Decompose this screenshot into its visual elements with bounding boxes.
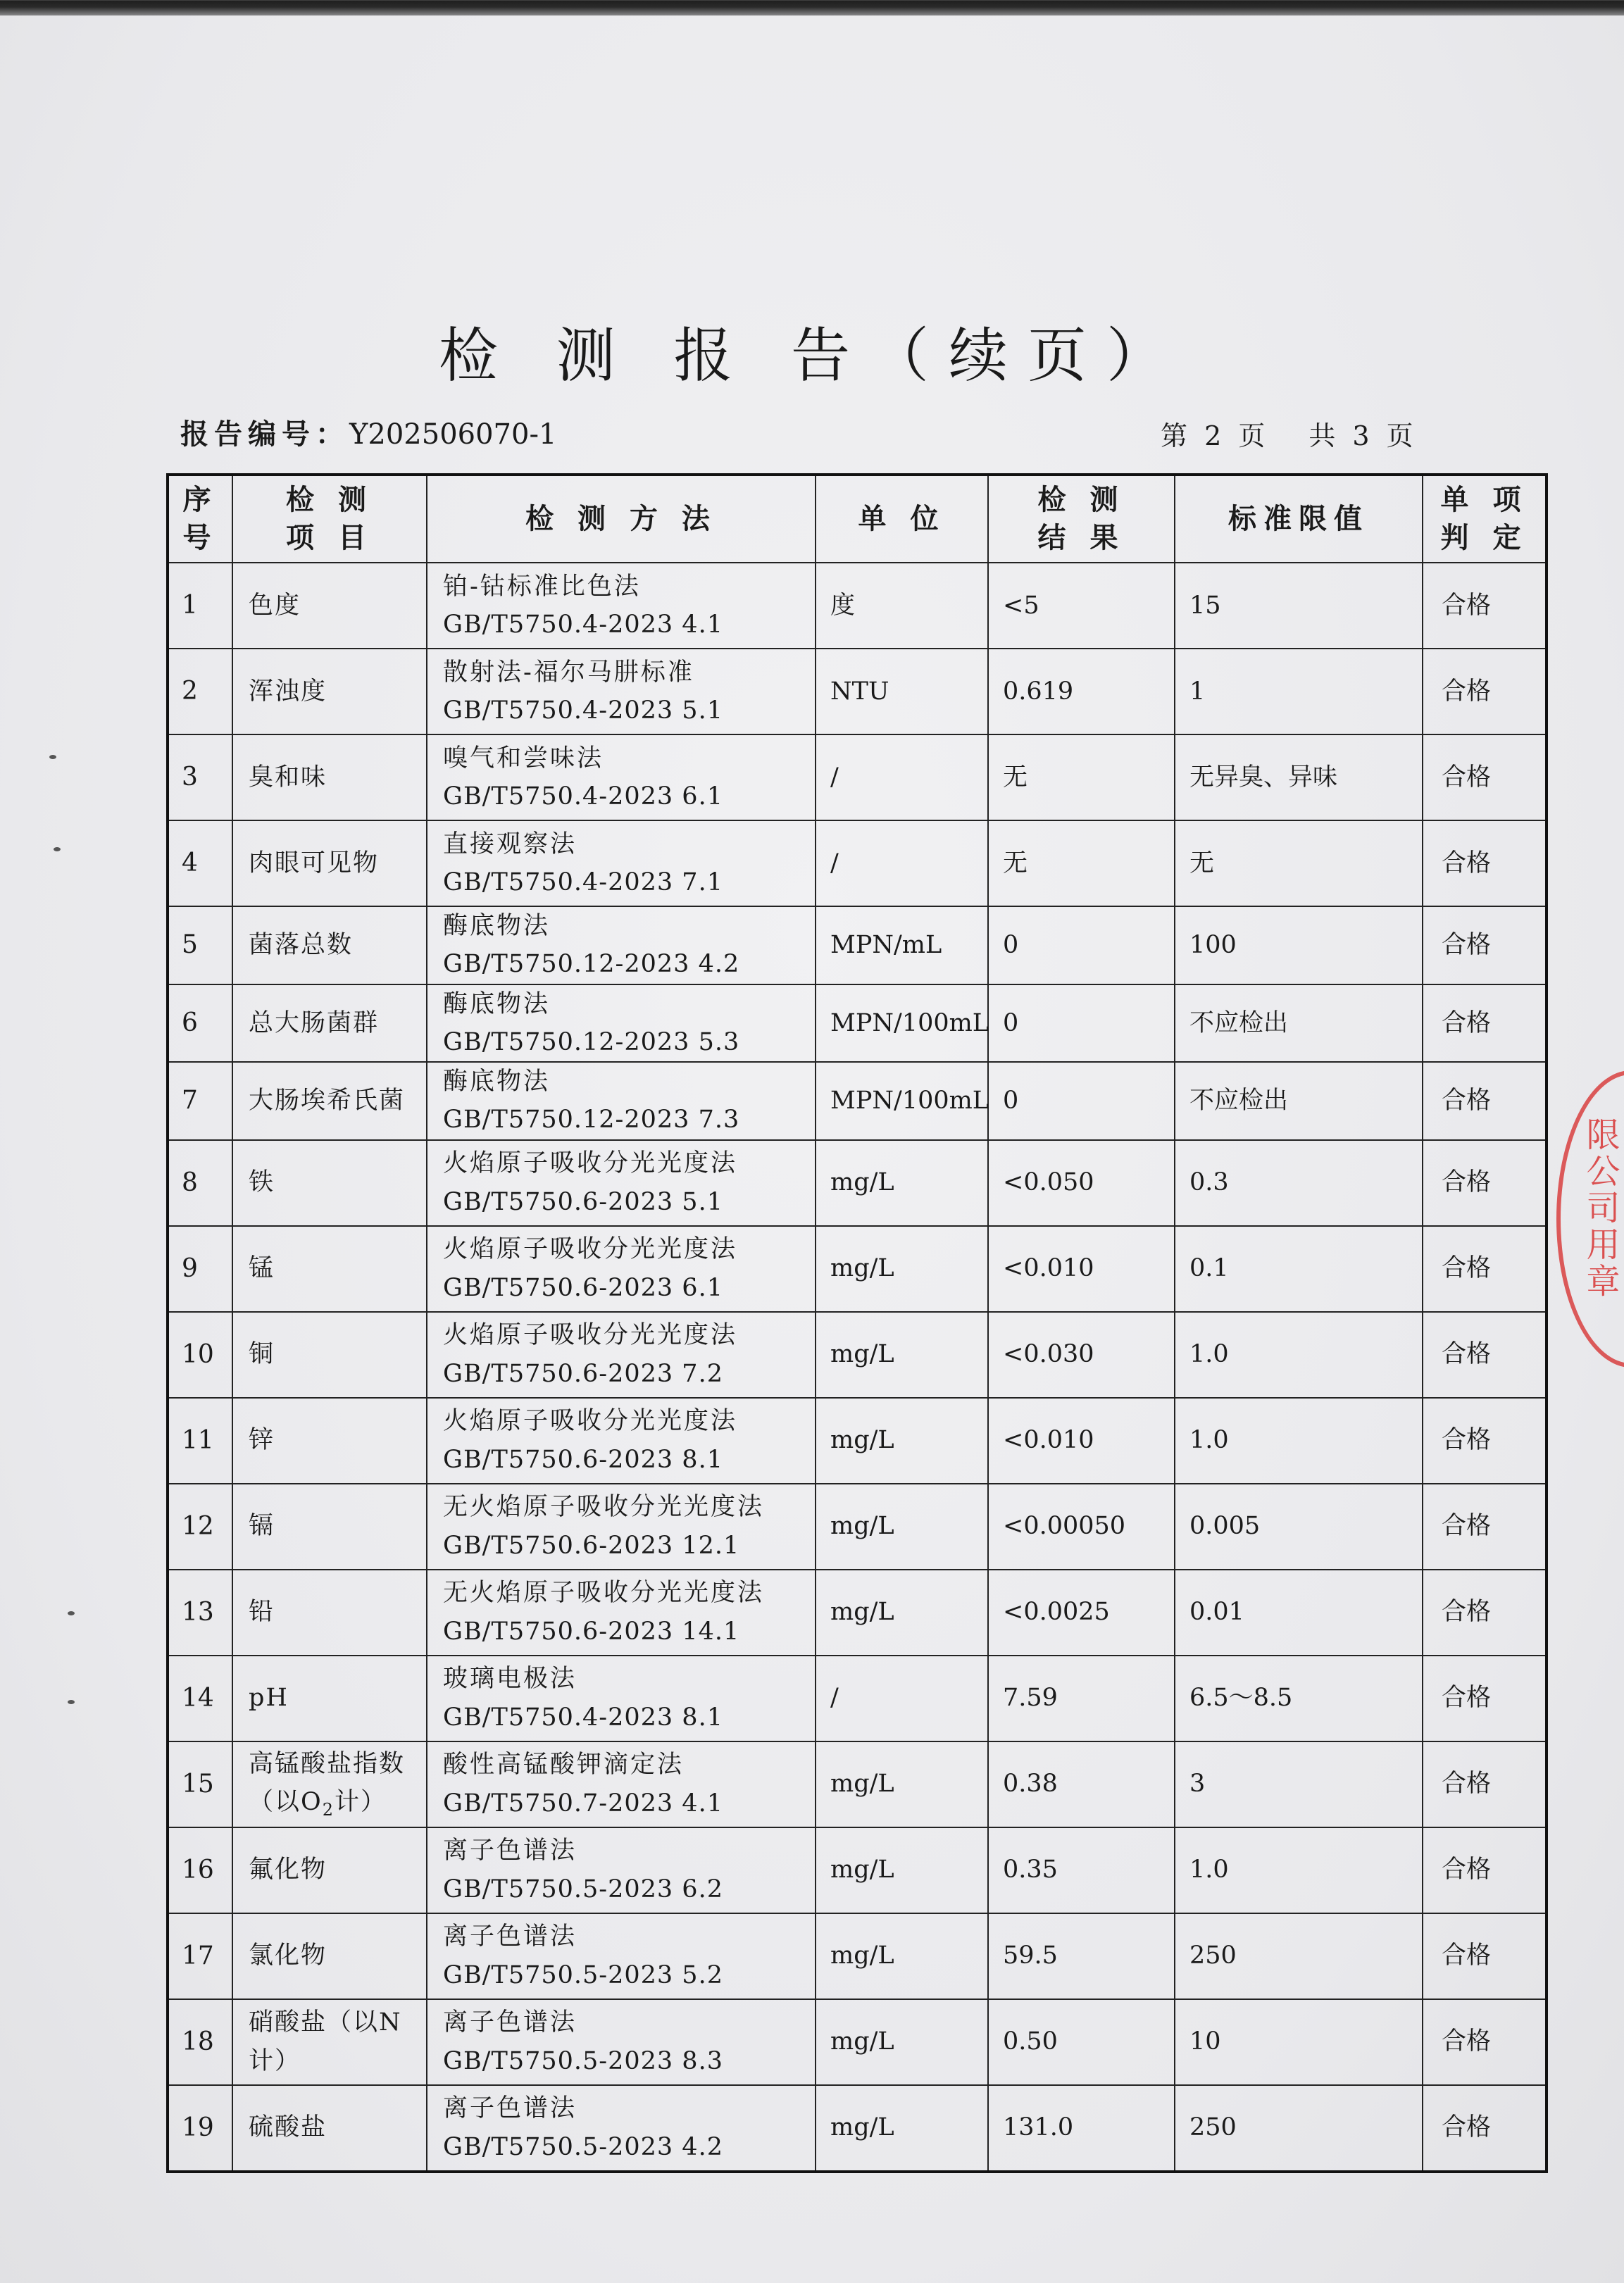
cell-result: 0 [988,1062,1175,1140]
cell-method [427,2085,816,2172]
table-row [168,734,1547,820]
method-standard: GB/T5750.6-2023 5.1 [443,1187,723,1216]
cell-unit: mg/L [816,1827,988,1913]
header-unit: 单 位 [816,475,988,563]
table-header-row [168,475,1547,563]
cell-no: 4 [168,820,232,906]
cell-method [427,1312,816,1398]
cell-method [427,1062,816,1140]
table-row [168,649,1547,734]
header-result: 检 测 结 果 [988,475,1175,563]
cell-unit: mg/L [816,1140,988,1226]
cell-no: 10 [168,1312,232,1398]
cell-unit: 度 [816,563,988,649]
cell-limit: 不应检出 [1175,1062,1423,1140]
cell-limit: 1.0 [1175,1398,1423,1484]
cell-unit: mg/L [816,1484,988,1570]
method-name: 火焰原子吸收分光光度法 [443,1149,738,1178]
cell-result: 0 [988,906,1175,984]
cell-unit: / [816,1656,988,1741]
cell-unit: MPN/mL [816,906,988,984]
cell-limit: 1 [1175,649,1423,734]
cell-unit: mg/L [816,1226,988,1312]
method-name: 铂-钴标准比色法 [443,572,641,601]
table-row [168,1140,1547,1226]
cell-limit: 1.0 [1175,1827,1423,1913]
method-standard: GB/T5750.6-2023 14.1 [443,1617,740,1646]
cell-judgement: 合格 [1423,1226,1547,1312]
cell-limit: 10 [1175,1999,1423,2085]
method-name: 酶底物法 [443,1068,551,1096]
cell-judgement: 合格 [1423,1062,1547,1140]
cell-item: 硫酸盐 [232,2085,427,2172]
cell-result: 0.35 [988,1827,1175,1913]
cell-result: 无 [988,734,1175,820]
table-row [168,1312,1547,1398]
cell-unit: mg/L [816,1312,988,1398]
cell-method [427,1999,816,2085]
cell-judgement: 合格 [1423,820,1547,906]
cell-limit: 无 [1175,820,1423,906]
cell-unit: mg/L [816,1741,988,1827]
cell-method [427,1570,816,1656]
report-number-label: 报告编号： [180,418,349,451]
table-row [168,1062,1547,1140]
cell-no: 17 [168,1913,232,1999]
cell-item: 浑浊度 [232,649,427,734]
cell-method [427,1741,816,1827]
cell-limit: 15 [1175,563,1423,649]
cell-result: 0 [988,984,1175,1063]
method-name: 无火焰原子吸收分光光度法 [443,1579,765,1608]
cell-no: 12 [168,1484,232,1570]
test-results-table [166,473,1548,2173]
method-standard: GB/T5750.12-2023 5.3 [443,1027,740,1056]
cell-item: 锌 [232,1398,427,1484]
cell-result: <0.010 [988,1398,1175,1484]
header-limit: 标准限值 [1175,475,1423,563]
method-standard: GB/T5750.6-2023 8.1 [443,1445,723,1474]
method-name: 嗅气和尝味法 [443,744,604,773]
method-name: 离子色谱法 [443,2008,577,2037]
cell-item: 铁 [232,1140,427,1226]
method-name: 直接观察法 [443,830,577,858]
method-name: 玻璃电极法 [443,1665,577,1694]
cell-limit: 6.5～8.5 [1175,1656,1423,1741]
cell-unit: / [816,820,988,906]
method-name: 酸性高锰酸钾滴定法 [443,1751,685,1780]
table-row [168,1741,1547,1827]
cell-no: 14 [168,1656,232,1741]
cell-limit: 0.01 [1175,1570,1423,1656]
method-name: 散射法-福尔马肼标准 [443,658,694,687]
cell-judgement: 合格 [1423,1827,1547,1913]
cell-method [427,649,816,734]
cell-judgement: 合格 [1423,1999,1547,2085]
cell-no: 1 [168,563,232,649]
cell-judgement: 合格 [1423,1913,1547,1999]
cell-result: 0.619 [988,649,1175,734]
cell-item: 高锰酸盐指数 （以$O_2$计） [232,1741,427,1827]
header-judgement: 单 项 判 定 [1423,475,1547,563]
cell-method [427,734,816,820]
method-name: 无火焰原子吸收分光光度法 [443,1493,765,1522]
cell-item: 铜 [232,1312,427,1398]
cell-method [427,820,816,906]
cell-limit: 1.0 [1175,1312,1423,1398]
cell-method [427,1913,816,1999]
cell-no: 7 [168,1062,232,1140]
table-row [168,1656,1547,1741]
cell-unit: MPN/100mL [816,1062,988,1140]
cell-no: 5 [168,906,232,984]
cell-no: 3 [168,734,232,820]
cell-item: 菌落总数 [232,906,427,984]
cell-item: 总大肠菌群 [232,984,427,1063]
cell-method [427,1140,816,1226]
method-standard: GB/T5750.4-2023 8.1 [443,1703,723,1732]
cell-method [427,1398,816,1484]
method-name: 火焰原子吸收分光光度法 [443,1407,738,1436]
cell-judgement: 合格 [1423,1741,1547,1827]
cell-no: 16 [168,1827,232,1913]
cell-judgement: 合格 [1423,1656,1547,1741]
cell-method [427,1827,816,1913]
table-row [168,1398,1547,1484]
cell-method [427,906,816,984]
page-title: 检 测 报 告（续页） [438,321,1186,390]
cell-no: 13 [168,1570,232,1656]
method-name: 酶底物法 [443,989,551,1018]
cell-unit: mg/L [816,1999,988,2085]
cell-method [427,563,816,649]
table-row [168,1570,1547,1656]
cell-item: 锰 [232,1226,427,1312]
cell-limit: 0.005 [1175,1484,1423,1570]
cell-limit: 0.1 [1175,1226,1423,1312]
cell-result: 0.38 [988,1741,1175,1827]
cell-limit: 不应检出 [1175,984,1423,1063]
cell-judgement: 合格 [1423,649,1547,734]
page-current: 第 2 页 [1161,420,1270,451]
header-method: 检 测 方 法 [427,475,816,563]
table-row [168,1226,1547,1312]
cell-no: 15 [168,1741,232,1827]
report-number-value: Y202506070-1 [349,418,557,451]
cell-result: 0.50 [988,1999,1175,2085]
cell-item: 臭和味 [232,734,427,820]
cell-no: 11 [168,1398,232,1484]
cell-result: <0.050 [988,1140,1175,1226]
cell-judgement: 合格 [1423,906,1547,984]
method-name: 酶底物法 [443,912,551,940]
cell-item: 氯化物 [232,1913,427,1999]
cell-method [427,984,816,1063]
method-name: 离子色谱法 [443,1922,577,1951]
cell-judgement: 合格 [1423,1398,1547,1484]
cell-judgement: 合格 [1423,1140,1547,1226]
cell-unit: NTU [816,649,988,734]
cell-judgement: 合格 [1423,1312,1547,1398]
cell-result: 59.5 [988,1913,1175,1999]
header-item: 检 测 项 目 [232,475,427,563]
cell-result: 131.0 [988,2085,1175,2172]
table-row [168,906,1547,984]
method-standard: GB/T5750.5-2023 5.2 [443,1960,723,1989]
cell-unit: mg/L [816,2085,988,2172]
seal-text: 限公司用章 [1580,1117,1620,1300]
paper-speck [68,1611,75,1615]
table-row [168,1827,1547,1913]
cell-unit: mg/L [816,1398,988,1484]
cell-no: 6 [168,984,232,1063]
cell-limit: 0.3 [1175,1140,1423,1226]
method-standard: GB/T5750.4-2023 6.1 [443,782,723,811]
method-standard: GB/T5750.6-2023 12.1 [443,1531,740,1560]
cell-result: <0.0025 [988,1570,1175,1656]
cell-no: 9 [168,1226,232,1312]
cell-no: 19 [168,2085,232,2172]
method-standard: GB/T5750.5-2023 6.2 [443,1875,723,1903]
cell-judgement: 合格 [1423,984,1547,1063]
cell-no: 18 [168,1999,232,2085]
cell-result: <0.00050 [988,1484,1175,1570]
method-standard: GB/T5750.7-2023 4.1 [443,1789,723,1818]
cell-judgement: 合格 [1423,734,1547,820]
method-name: 火焰原子吸收分光光度法 [443,1321,738,1350]
table-row [168,1913,1547,1999]
cell-item: 镉 [232,1484,427,1570]
method-standard: GB/T5750.4-2023 7.1 [443,868,723,896]
cell-result: <0.010 [988,1226,1175,1312]
method-name: 离子色谱法 [443,2094,577,2123]
method-name: 离子色谱法 [443,1837,577,1865]
cell-item: 铅 [232,1570,427,1656]
cell-method [427,1484,816,1570]
cell-limit: 100 [1175,906,1423,984]
cell-no: 2 [168,649,232,734]
method-standard: GB/T5750.4-2023 5.1 [443,696,723,725]
method-standard: GB/T5750.12-2023 7.3 [443,1106,740,1134]
header-no: 序 号 [168,475,232,563]
method-standard: GB/T5750.12-2023 4.2 [443,950,740,979]
cell-no: 8 [168,1140,232,1226]
cell-limit: 3 [1175,1741,1423,1827]
table-row [168,1484,1547,1570]
cell-item: 氟化物 [232,1827,427,1913]
method-standard: GB/T5750.4-2023 4.1 [443,611,723,639]
cell-item: 肉眼可见物 [232,820,427,906]
cell-limit: 250 [1175,2085,1423,2172]
method-standard: GB/T5750.6-2023 7.2 [443,1359,723,1388]
cell-method [427,1226,816,1312]
cell-judgement: 合格 [1423,1570,1547,1656]
paper-speck [68,1700,75,1704]
cell-method [427,1656,816,1741]
cell-judgement: 合格 [1423,563,1547,649]
cell-unit: / [816,734,988,820]
cell-item: pH [232,1656,427,1741]
cell-judgement: 合格 [1423,2085,1547,2172]
cell-limit: 无异臭、异味 [1175,734,1423,820]
table-row [168,1999,1547,2085]
page-indicator [1161,414,1433,453]
table-row [168,2085,1547,2172]
cell-unit: mg/L [816,1570,988,1656]
cell-result: 7.59 [988,1656,1175,1741]
method-standard: GB/T5750.5-2023 4.2 [443,2132,723,2161]
table-row [168,563,1547,649]
paper-speck [49,755,56,759]
page-total: 共 3 页 [1308,420,1418,451]
table-row [168,820,1547,906]
cell-limit: 250 [1175,1913,1423,1999]
cell-judgement: 合格 [1423,1484,1547,1570]
cell-result: <5 [988,563,1175,649]
cell-item: 大肠埃希氏菌 [232,1062,427,1140]
cell-unit: MPN/100mL [816,984,988,1063]
table-row [168,984,1547,1063]
method-name: 火焰原子吸收分光光度法 [443,1235,738,1264]
cell-unit: mg/L [816,1913,988,1999]
cell-item: 硝酸盐（以N 计） [232,1999,427,2085]
method-standard: GB/T5750.6-2023 6.1 [443,1273,723,1302]
paper-speck [54,847,61,851]
cell-result: <0.030 [988,1312,1175,1398]
report-number [180,412,556,452]
cell-item: 色度 [232,563,427,649]
method-standard: GB/T5750.5-2023 8.3 [443,2046,723,2075]
cell-result: 无 [988,820,1175,906]
